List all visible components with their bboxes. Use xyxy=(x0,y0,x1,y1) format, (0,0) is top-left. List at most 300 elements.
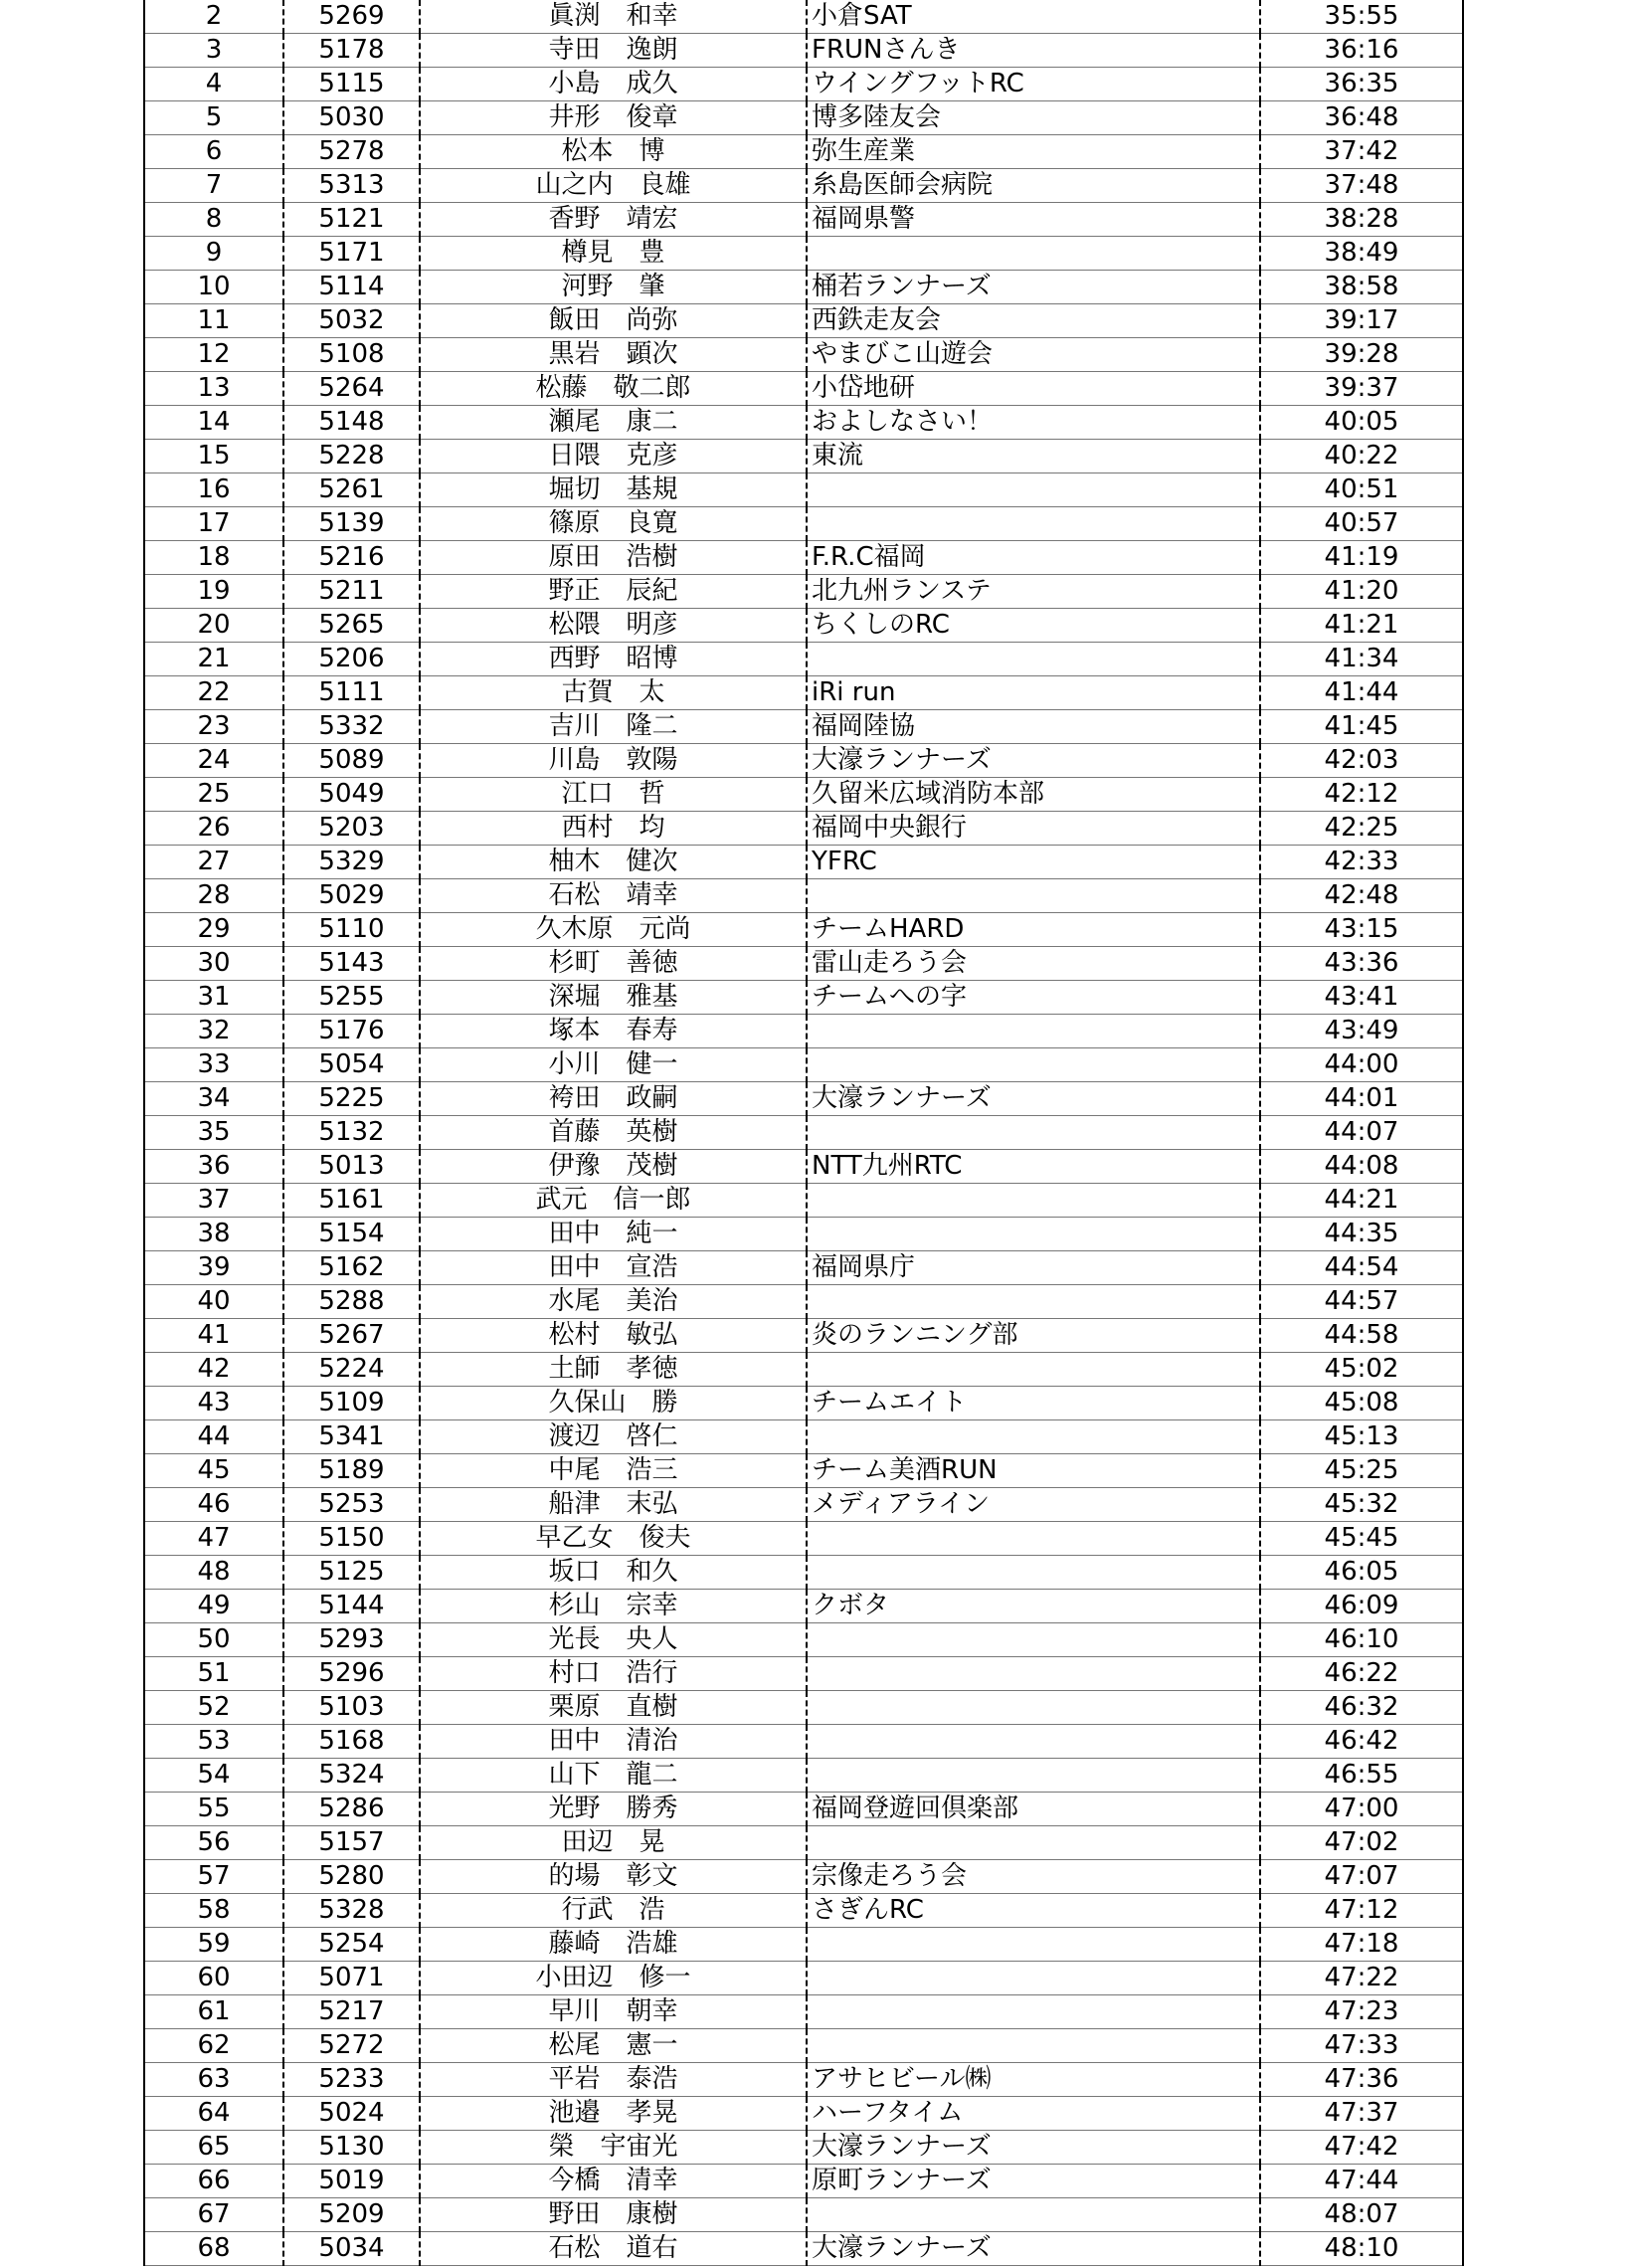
club-name-cell xyxy=(807,1116,1260,1150)
runner-name-cell: 武元 信一郎 xyxy=(420,1184,807,1218)
runner-name-cell: 西野 昭博 xyxy=(420,643,807,676)
table-row xyxy=(144,2198,1463,2232)
club-name-cell: 宗像走ろう会 xyxy=(807,1860,1260,1894)
table-row xyxy=(144,2165,1463,2198)
bib-number-cell: 5224 xyxy=(283,1353,420,1387)
bib-number-cell: 5144 xyxy=(283,1590,420,1623)
table-row xyxy=(144,541,1463,575)
club-name-cell: チームエイト xyxy=(807,1387,1260,1420)
finish-time-cell: 42:12 xyxy=(1260,778,1463,812)
rank-cell: 2 xyxy=(144,0,283,34)
club-name-cell: 小岱地研 xyxy=(807,372,1260,406)
club-name-cell: およしなさい！ xyxy=(807,406,1260,440)
bib-number-cell: 5265 xyxy=(283,609,420,643)
finish-time-cell: 47:33 xyxy=(1260,2029,1463,2063)
bib-number-cell: 5255 xyxy=(283,981,420,1015)
runner-name-cell: 田中 純一 xyxy=(420,1218,807,1251)
rank-cell: 3 xyxy=(144,34,283,68)
runner-name-cell: 香野 靖宏 xyxy=(420,203,807,237)
club-name-cell xyxy=(807,1928,1260,1962)
club-name-cell xyxy=(807,2029,1260,2063)
rank-cell: 31 xyxy=(144,981,283,1015)
finish-time-cell: 36:48 xyxy=(1260,101,1463,135)
finish-time-cell: 47:00 xyxy=(1260,1793,1463,1826)
rank-cell: 66 xyxy=(144,2165,283,2198)
results-table xyxy=(143,0,1464,2266)
finish-time-cell: 45:13 xyxy=(1260,1420,1463,1454)
table-row xyxy=(144,1894,1463,1928)
rank-cell: 9 xyxy=(144,237,283,271)
bib-number-cell: 5254 xyxy=(283,1928,420,1962)
finish-time-cell: 46:32 xyxy=(1260,1691,1463,1725)
rank-cell: 27 xyxy=(144,846,283,879)
finish-time-cell: 38:49 xyxy=(1260,237,1463,271)
table-row xyxy=(144,744,1463,778)
rank-cell: 8 xyxy=(144,203,283,237)
runner-name-cell: 伊豫 茂樹 xyxy=(420,1150,807,1184)
finish-time-cell: 47:23 xyxy=(1260,1995,1463,2029)
bib-number-cell: 5261 xyxy=(283,473,420,507)
runner-name-cell: 飯田 尚弥 xyxy=(420,304,807,338)
table-row xyxy=(144,68,1463,101)
table-row xyxy=(144,1691,1463,1725)
table-row xyxy=(144,1928,1463,1962)
runner-name-cell: 松藤 敬二郎 xyxy=(420,372,807,406)
club-name-cell: さぎんRC xyxy=(807,1894,1260,1928)
club-name-cell xyxy=(807,1522,1260,1556)
finish-time-cell: 40:57 xyxy=(1260,507,1463,541)
runner-name-cell: 野田 康樹 xyxy=(420,2198,807,2232)
finish-time-cell: 47:36 xyxy=(1260,2063,1463,2097)
club-name-cell xyxy=(807,1725,1260,1759)
bib-number-cell: 5209 xyxy=(283,2198,420,2232)
runner-name-cell: 小川 健一 xyxy=(420,1048,807,1082)
rank-cell: 35 xyxy=(144,1116,283,1150)
club-name-cell xyxy=(807,1048,1260,1082)
table-row xyxy=(144,1319,1463,1353)
rank-cell: 18 xyxy=(144,541,283,575)
runner-name-cell: 渡辺 啓仁 xyxy=(420,1420,807,1454)
club-name-cell xyxy=(807,473,1260,507)
table-row xyxy=(144,1759,1463,1793)
finish-time-cell: 41:45 xyxy=(1260,710,1463,744)
bib-number-cell: 5121 xyxy=(283,203,420,237)
table-row xyxy=(144,1420,1463,1454)
rank-cell: 21 xyxy=(144,643,283,676)
bib-number-cell: 5024 xyxy=(283,2097,420,2131)
finish-time-cell: 43:41 xyxy=(1260,981,1463,1015)
bib-number-cell: 5264 xyxy=(283,372,420,406)
table-row xyxy=(144,778,1463,812)
club-name-cell xyxy=(807,879,1260,913)
table-row xyxy=(144,1184,1463,1218)
club-name-cell: 博多陸友会 xyxy=(807,101,1260,135)
club-name-cell: 原町ランナーズ xyxy=(807,2165,1260,2198)
rank-cell: 34 xyxy=(144,1082,283,1116)
club-name-cell xyxy=(807,1759,1260,1793)
club-name-cell: 大濠ランナーズ xyxy=(807,744,1260,778)
rank-cell: 51 xyxy=(144,1657,283,1691)
runner-name-cell: 杉山 宗幸 xyxy=(420,1590,807,1623)
bib-number-cell: 5114 xyxy=(283,271,420,304)
rank-cell: 64 xyxy=(144,2097,283,2131)
rank-cell: 59 xyxy=(144,1928,283,1962)
table-row xyxy=(144,2029,1463,2063)
club-name-cell: 弥生産業 xyxy=(807,135,1260,169)
finish-time-cell: 43:49 xyxy=(1260,1015,1463,1048)
finish-time-cell: 36:35 xyxy=(1260,68,1463,101)
runner-name-cell: 吉川 隆二 xyxy=(420,710,807,744)
bib-number-cell: 5217 xyxy=(283,1995,420,2029)
rank-cell: 60 xyxy=(144,1962,283,1995)
table-row xyxy=(144,237,1463,271)
table-row xyxy=(144,1826,1463,1860)
finish-time-cell: 38:58 xyxy=(1260,271,1463,304)
bib-number-cell: 5189 xyxy=(283,1454,420,1488)
table-row xyxy=(144,372,1463,406)
finish-time-cell: 46:05 xyxy=(1260,1556,1463,1590)
rank-cell: 29 xyxy=(144,913,283,947)
table-row xyxy=(144,812,1463,846)
finish-time-cell: 44:08 xyxy=(1260,1150,1463,1184)
bib-number-cell: 5108 xyxy=(283,338,420,372)
rank-cell: 5 xyxy=(144,101,283,135)
runner-name-cell: 中尾 浩三 xyxy=(420,1454,807,1488)
rank-cell: 58 xyxy=(144,1894,283,1928)
rank-cell: 16 xyxy=(144,473,283,507)
club-name-cell xyxy=(807,507,1260,541)
club-name-cell: 雷山走ろう会 xyxy=(807,947,1260,981)
finish-time-cell: 47:18 xyxy=(1260,1928,1463,1962)
club-name-cell xyxy=(807,237,1260,271)
bib-number-cell: 5071 xyxy=(283,1962,420,1995)
bib-number-cell: 5328 xyxy=(283,1894,420,1928)
runner-name-cell: 船津 末弘 xyxy=(420,1488,807,1522)
finish-time-cell: 47:02 xyxy=(1260,1826,1463,1860)
bib-number-cell: 5019 xyxy=(283,2165,420,2198)
rank-cell: 39 xyxy=(144,1251,283,1285)
finish-time-cell: 41:19 xyxy=(1260,541,1463,575)
rank-cell: 19 xyxy=(144,575,283,609)
finish-time-cell: 45:08 xyxy=(1260,1387,1463,1420)
table-row xyxy=(144,1623,1463,1657)
finish-time-cell: 36:16 xyxy=(1260,34,1463,68)
runner-name-cell: 早川 朝幸 xyxy=(420,1995,807,2029)
finish-time-cell: 44:07 xyxy=(1260,1116,1463,1150)
rank-cell: 20 xyxy=(144,609,283,643)
rank-cell: 36 xyxy=(144,1150,283,1184)
bib-number-cell: 5293 xyxy=(283,1623,420,1657)
bib-number-cell: 5332 xyxy=(283,710,420,744)
bib-number-cell: 5161 xyxy=(283,1184,420,1218)
club-name-cell: YFRC xyxy=(807,846,1260,879)
runner-name-cell: 小田辺 修一 xyxy=(420,1962,807,1995)
club-name-cell xyxy=(807,1353,1260,1387)
runner-name-cell: 榮 宇宙光 xyxy=(420,2131,807,2165)
bib-number-cell: 5125 xyxy=(283,1556,420,1590)
finish-time-cell: 38:28 xyxy=(1260,203,1463,237)
finish-time-cell: 40:51 xyxy=(1260,473,1463,507)
bib-number-cell: 5269 xyxy=(283,0,420,34)
club-name-cell: NTT九州RTC xyxy=(807,1150,1260,1184)
finish-time-cell: 40:05 xyxy=(1260,406,1463,440)
club-name-cell xyxy=(807,1184,1260,1218)
table-row xyxy=(144,1150,1463,1184)
finish-time-cell: 44:01 xyxy=(1260,1082,1463,1116)
rank-cell: 26 xyxy=(144,812,283,846)
rank-cell: 13 xyxy=(144,372,283,406)
rank-cell: 33 xyxy=(144,1048,283,1082)
club-name-cell xyxy=(807,1015,1260,1048)
rank-cell: 38 xyxy=(144,1218,283,1251)
bib-number-cell: 5313 xyxy=(283,169,420,203)
runner-name-cell: 池邉 孝晃 xyxy=(420,2097,807,2131)
rank-cell: 22 xyxy=(144,676,283,710)
runner-name-cell: 河野 肇 xyxy=(420,271,807,304)
runner-name-cell: 今橋 清幸 xyxy=(420,2165,807,2198)
runner-name-cell: 黒岩 顕次 xyxy=(420,338,807,372)
table-row xyxy=(144,1860,1463,1894)
bib-number-cell: 5110 xyxy=(283,913,420,947)
rank-cell: 25 xyxy=(144,778,283,812)
bib-number-cell: 5228 xyxy=(283,440,420,473)
table-row xyxy=(144,34,1463,68)
rank-cell: 41 xyxy=(144,1319,283,1353)
table-row xyxy=(144,2097,1463,2131)
bib-number-cell: 5211 xyxy=(283,575,420,609)
runner-name-cell: 堀切 基規 xyxy=(420,473,807,507)
table-row xyxy=(144,1015,1463,1048)
bib-number-cell: 5233 xyxy=(283,2063,420,2097)
runner-name-cell: 松本 博 xyxy=(420,135,807,169)
table-row xyxy=(144,406,1463,440)
bib-number-cell: 5013 xyxy=(283,1150,420,1184)
bib-number-cell: 5148 xyxy=(283,406,420,440)
rank-cell: 28 xyxy=(144,879,283,913)
club-name-cell: チームへの字 xyxy=(807,981,1260,1015)
finish-time-cell: 42:48 xyxy=(1260,879,1463,913)
table-row xyxy=(144,1793,1463,1826)
runner-name-cell: 山之内 良雄 xyxy=(420,169,807,203)
bib-number-cell: 5162 xyxy=(283,1251,420,1285)
bib-number-cell: 5130 xyxy=(283,2131,420,2165)
club-name-cell: 糸島医師会病院 xyxy=(807,169,1260,203)
bib-number-cell: 5109 xyxy=(283,1387,420,1420)
table-row xyxy=(144,1251,1463,1285)
club-name-cell: ウイングフットRC xyxy=(807,68,1260,101)
rank-cell: 10 xyxy=(144,271,283,304)
rank-cell: 17 xyxy=(144,507,283,541)
bib-number-cell: 5216 xyxy=(283,541,420,575)
rank-cell: 32 xyxy=(144,1015,283,1048)
table-row xyxy=(144,203,1463,237)
club-name-cell: 桶若ランナーズ xyxy=(807,271,1260,304)
bib-number-cell: 5171 xyxy=(283,237,420,271)
runner-name-cell: 原田 浩樹 xyxy=(420,541,807,575)
bib-number-cell: 5103 xyxy=(283,1691,420,1725)
table-row xyxy=(144,338,1463,372)
bib-number-cell: 5296 xyxy=(283,1657,420,1691)
club-name-cell: クボタ xyxy=(807,1590,1260,1623)
table-row xyxy=(144,1387,1463,1420)
rank-cell: 11 xyxy=(144,304,283,338)
club-name-cell: 北九州ランステ xyxy=(807,575,1260,609)
runner-name-cell: 山下 龍二 xyxy=(420,1759,807,1793)
runner-name-cell: 村口 浩行 xyxy=(420,1657,807,1691)
table-row xyxy=(144,1218,1463,1251)
finish-time-cell: 41:34 xyxy=(1260,643,1463,676)
club-name-cell: 久留米広域消防本部 xyxy=(807,778,1260,812)
finish-time-cell: 47:22 xyxy=(1260,1962,1463,1995)
finish-time-cell: 44:54 xyxy=(1260,1251,1463,1285)
table-row xyxy=(144,1995,1463,2029)
table-row xyxy=(144,271,1463,304)
bib-number-cell: 5324 xyxy=(283,1759,420,1793)
runner-name-cell: 光長 央人 xyxy=(420,1623,807,1657)
bib-number-cell: 5206 xyxy=(283,643,420,676)
table-row xyxy=(144,304,1463,338)
runner-name-cell: 栗原 直樹 xyxy=(420,1691,807,1725)
table-row xyxy=(144,643,1463,676)
table-row xyxy=(144,609,1463,643)
runner-name-cell: 田中 清治 xyxy=(420,1725,807,1759)
club-name-cell: FRUNさんき xyxy=(807,34,1260,68)
club-name-cell: アサヒビール㈱ xyxy=(807,2063,1260,2097)
finish-time-cell: 39:37 xyxy=(1260,372,1463,406)
finish-time-cell: 41:44 xyxy=(1260,676,1463,710)
finish-time-cell: 46:42 xyxy=(1260,1725,1463,1759)
finish-time-cell: 45:25 xyxy=(1260,1454,1463,1488)
finish-time-cell: 44:57 xyxy=(1260,1285,1463,1319)
rank-cell: 4 xyxy=(144,68,283,101)
runner-name-cell: 首藤 英樹 xyxy=(420,1116,807,1150)
finish-time-cell: 39:28 xyxy=(1260,338,1463,372)
bib-number-cell: 5267 xyxy=(283,1319,420,1353)
club-name-cell xyxy=(807,1962,1260,1995)
table-row xyxy=(144,101,1463,135)
runner-name-cell: 樽見 豊 xyxy=(420,237,807,271)
runner-name-cell: 久木原 元尚 xyxy=(420,913,807,947)
bib-number-cell: 5280 xyxy=(283,1860,420,1894)
finish-time-cell: 47:12 xyxy=(1260,1894,1463,1928)
finish-time-cell: 41:21 xyxy=(1260,609,1463,643)
runner-name-cell: 川島 敦陽 xyxy=(420,744,807,778)
runner-name-cell: 早乙女 俊夫 xyxy=(420,1522,807,1556)
bib-number-cell: 5176 xyxy=(283,1015,420,1048)
club-name-cell: 福岡陸協 xyxy=(807,710,1260,744)
rank-cell: 67 xyxy=(144,2198,283,2232)
finish-time-cell: 48:10 xyxy=(1260,2232,1463,2266)
finish-time-cell: 44:00 xyxy=(1260,1048,1463,1082)
club-name-cell xyxy=(807,643,1260,676)
rank-cell: 52 xyxy=(144,1691,283,1725)
rank-cell: 49 xyxy=(144,1590,283,1623)
finish-time-cell: 42:33 xyxy=(1260,846,1463,879)
bib-number-cell: 5032 xyxy=(283,304,420,338)
rank-cell: 12 xyxy=(144,338,283,372)
finish-time-cell: 46:09 xyxy=(1260,1590,1463,1623)
club-name-cell: iRi run xyxy=(807,676,1260,710)
table-row xyxy=(144,1657,1463,1691)
bib-number-cell: 5143 xyxy=(283,947,420,981)
table-row xyxy=(144,1488,1463,1522)
finish-time-cell: 37:42 xyxy=(1260,135,1463,169)
bib-number-cell: 5034 xyxy=(283,2232,420,2266)
finish-time-cell: 47:42 xyxy=(1260,2131,1463,2165)
rank-cell: 54 xyxy=(144,1759,283,1793)
bib-number-cell: 5029 xyxy=(283,879,420,913)
table-row xyxy=(144,1590,1463,1623)
runner-name-cell: 的場 彰文 xyxy=(420,1860,807,1894)
table-row xyxy=(144,879,1463,913)
runner-name-cell: 篠原 良寛 xyxy=(420,507,807,541)
runner-name-cell: 寺田 逸朗 xyxy=(420,34,807,68)
bib-number-cell: 5225 xyxy=(283,1082,420,1116)
bib-number-cell: 5278 xyxy=(283,135,420,169)
rank-cell: 7 xyxy=(144,169,283,203)
club-name-cell: チーム美酒RUN xyxy=(807,1454,1260,1488)
runner-name-cell: 土師 孝徳 xyxy=(420,1353,807,1387)
rank-cell: 40 xyxy=(144,1285,283,1319)
club-name-cell: F.R.C福岡 xyxy=(807,541,1260,575)
club-name-cell xyxy=(807,1657,1260,1691)
club-name-cell: 西鉄走友会 xyxy=(807,304,1260,338)
runner-name-cell: 行武 浩 xyxy=(420,1894,807,1928)
runner-name-cell: 塚本 春寿 xyxy=(420,1015,807,1048)
club-name-cell xyxy=(807,1691,1260,1725)
club-name-cell xyxy=(807,1218,1260,1251)
rank-cell: 53 xyxy=(144,1725,283,1759)
runner-name-cell: 坂口 和久 xyxy=(420,1556,807,1590)
club-name-cell xyxy=(807,1285,1260,1319)
club-name-cell: ハーフタイム xyxy=(807,2097,1260,2131)
runner-name-cell: 西村 均 xyxy=(420,812,807,846)
table-row xyxy=(144,947,1463,981)
finish-time-cell: 47:37 xyxy=(1260,2097,1463,2131)
table-row xyxy=(144,473,1463,507)
table-row xyxy=(144,1116,1463,1150)
rank-cell: 43 xyxy=(144,1387,283,1420)
bib-number-cell: 5157 xyxy=(283,1826,420,1860)
rank-cell: 68 xyxy=(144,2232,283,2266)
club-name-cell: メディアライン xyxy=(807,1488,1260,1522)
rank-cell: 62 xyxy=(144,2029,283,2063)
bib-number-cell: 5054 xyxy=(283,1048,420,1082)
rank-cell: 37 xyxy=(144,1184,283,1218)
finish-time-cell: 46:55 xyxy=(1260,1759,1463,1793)
finish-time-cell: 44:35 xyxy=(1260,1218,1463,1251)
finish-time-cell: 37:48 xyxy=(1260,169,1463,203)
bib-number-cell: 5168 xyxy=(283,1725,420,1759)
runner-name-cell: 石松 道右 xyxy=(420,2232,807,2266)
table-row xyxy=(144,846,1463,879)
finish-time-cell: 42:25 xyxy=(1260,812,1463,846)
bib-number-cell: 5132 xyxy=(283,1116,420,1150)
bib-number-cell: 5178 xyxy=(283,34,420,68)
bib-number-cell: 5150 xyxy=(283,1522,420,1556)
bib-number-cell: 5139 xyxy=(283,507,420,541)
rank-cell: 55 xyxy=(144,1793,283,1826)
club-name-cell: 福岡登遊回倶楽部 xyxy=(807,1793,1260,1826)
runner-name-cell: 井形 俊章 xyxy=(420,101,807,135)
finish-time-cell: 42:03 xyxy=(1260,744,1463,778)
table-row xyxy=(144,2131,1463,2165)
club-name-cell: チームHARD xyxy=(807,913,1260,947)
finish-time-cell: 46:10 xyxy=(1260,1623,1463,1657)
bib-number-cell: 5329 xyxy=(283,846,420,879)
runner-name-cell: 藤崎 浩雄 xyxy=(420,1928,807,1962)
finish-time-cell: 45:32 xyxy=(1260,1488,1463,1522)
